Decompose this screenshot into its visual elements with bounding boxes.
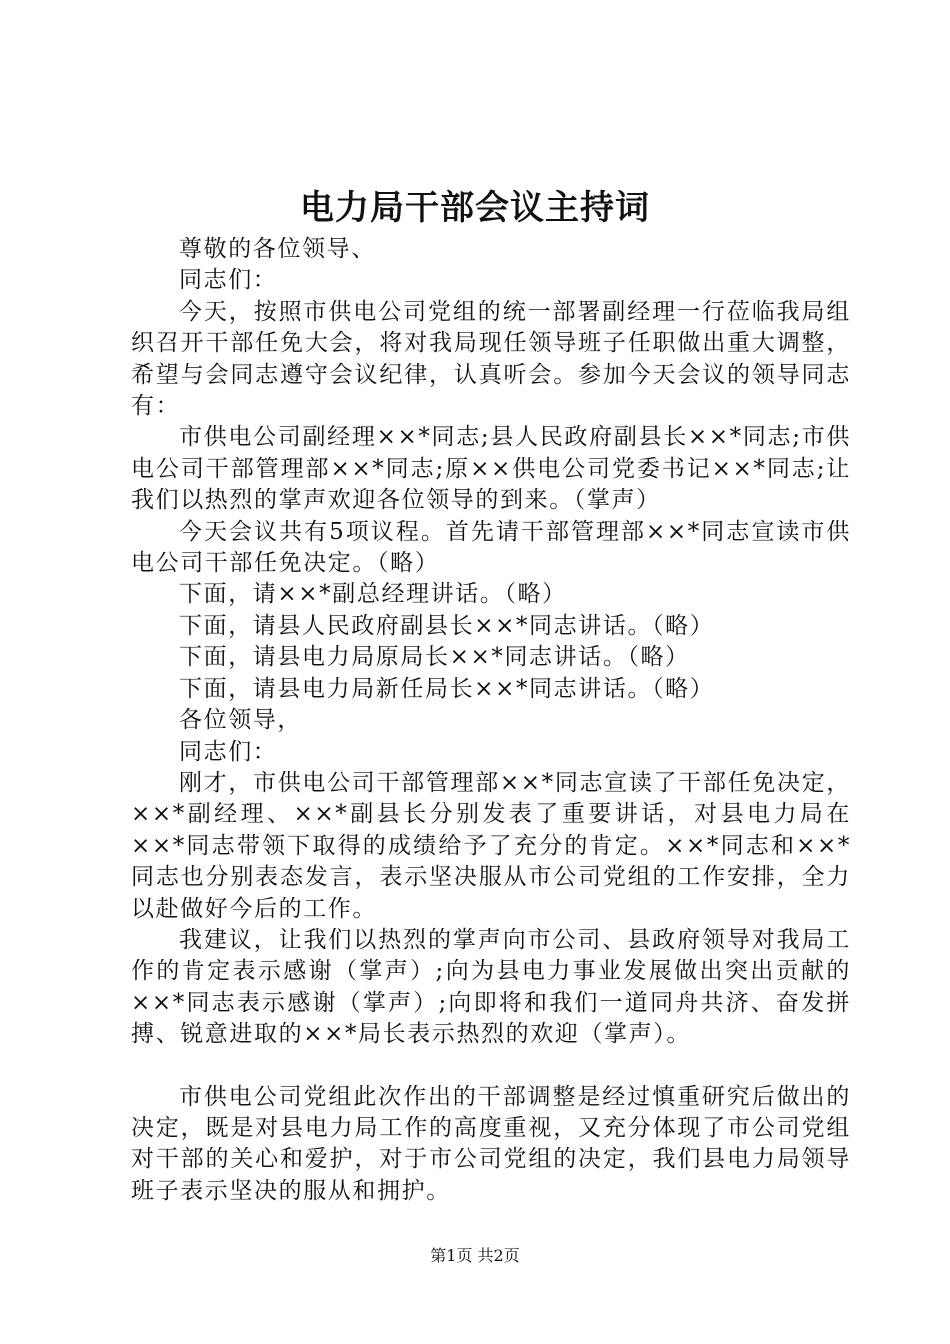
paragraph-opening: 今天，按照市供电公司党组的统一部署副经理一行莅临我局组织召开干部任免大会，将对我局现任领导班子任职做出重大调整，希望与会同志遵守会议纪律，认真听会。参加今天会议的领导同志有： xyxy=(131,298,851,420)
page-number: 第1页 共2页 xyxy=(430,1246,520,1265)
paragraph-speech-2: 下面，请县人民政府副县长××*同志讲话。（略） xyxy=(179,612,715,639)
document-body xyxy=(131,234,851,1207)
paragraph-salutation-comrades-2: 同志们： xyxy=(179,738,278,765)
paragraph-agenda: 今天会议共有5项议程。首先请干部管理部××*同志宣读市供电公司干部任免决定。（略） xyxy=(131,518,851,577)
paragraph-salutation-leaders: 尊敬的各位领导、 xyxy=(179,236,376,262)
paragraph-speech-4: 下面，请县电力局新任局长××*同志讲话。（略） xyxy=(179,675,715,702)
paragraph-decision: 市供电公司党组此次作出的干部调整是经过慎重研究后做出的决定，既是对县电力局工作的高度重视，又充分体现了市公司党组对干部的关心和爱护，对于市公司党组的决定，我们县电力局领导班子表示坚决的服从和拥护。 xyxy=(131,1083,851,1204)
paragraph-speech-1: 下面，请××*副总经理讲话。（略） xyxy=(179,581,567,608)
paragraph-thanks: 我建议，让我们以热烈的掌声向市公司、县政府领导对我局工作的肯定表示感谢（掌声）;向为县电力事业发展做出突出贡献的××*同志表示感谢（掌声）;向即将和我们一道同舟共济、奋发拼搏、锐意进取的××*局长表示热烈的欢迎（掌声）。 xyxy=(131,926,851,1048)
paragraph-salutation-leaders-2: 各位领导， xyxy=(179,707,302,734)
paragraph-attendees: 市供电公司副经理××*同志;县人民政府副县长××*同志;市供电公司干部管理部××*同志;原××供电公司党委书记××*同志;让我们以热烈的掌声欢迎各位领导的到来。（掌声） xyxy=(131,424,851,514)
paragraph-salutation-comrades: 同志们： xyxy=(179,267,278,294)
paragraph-speech-3: 下面，请县电力局原局长××*同志讲话。（略） xyxy=(179,644,690,671)
paragraph-summary: 刚才，市供电公司干部管理部××*同志宣读了干部任免决定，××*副经理、××*副县长分别发表了重要讲话，对县电力局在××*同志带领下取得的成绩给予了充分的肯定。××*同志和××*同志也分别表态发言，表示坚决服从市公司党组的工作安排，全力以赴做好今后的工作。 xyxy=(131,769,851,922)
document-title: 电力局干部会议主持词 xyxy=(300,188,650,228)
